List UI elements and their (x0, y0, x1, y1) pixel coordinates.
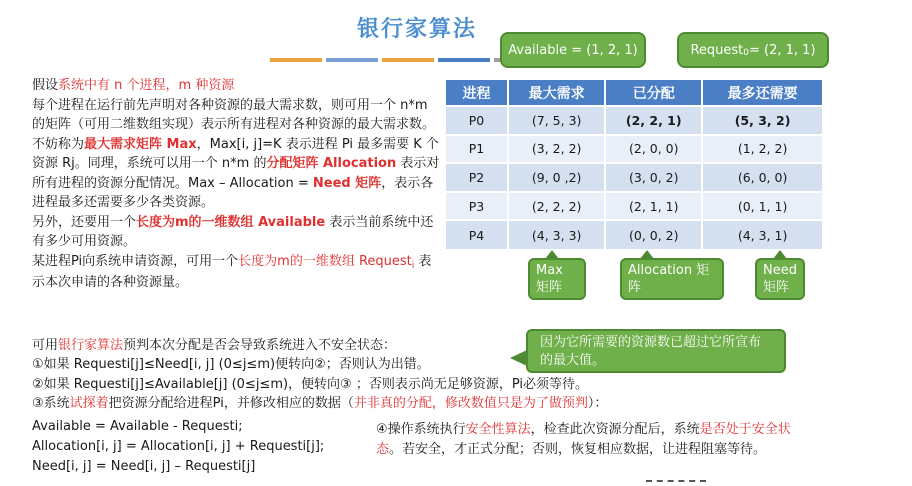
step-highlight: 是否处于安全状态 (376, 422, 791, 457)
para-line-4 (32, 252, 442, 293)
table-cell: (3, 0, 2) (605, 163, 702, 192)
table-header: 进程 (446, 80, 508, 106)
step-text: 。若安全，才正式分配；否则，恢复相应数据，让进程阻塞等待。 (389, 441, 767, 457)
table-cell: (2, 1, 1) (605, 192, 702, 221)
table-cell: P1 (446, 135, 508, 164)
para-text: 每个进程在运行前先声明对各种资源的最大需求数，则可用一个 n*m 的矩阵（可用二维数组实现）表示所有进程对各种资源的最大需求数。不妨称为 (32, 97, 436, 152)
step-highlight: 并非真的分配，修改数值只是为了做预判 (353, 396, 588, 412)
table-cell: (6, 0, 0) (702, 163, 823, 192)
request-subscript: 0 (743, 48, 750, 58)
table-cell: (2, 2, 2) (508, 192, 605, 221)
step-text: ④操作系统执行 (376, 422, 466, 437)
para-text: 表示本次申请的各种资源量。 (32, 253, 432, 290)
request-value: = (2, 1, 1) (749, 42, 816, 58)
step-4 (376, 420, 806, 459)
step-3 (32, 394, 892, 413)
page-title: 银行家算法 (356, 17, 477, 42)
step-text: ）： (587, 396, 608, 412)
need-matrix-tag: Need 矩阵 (755, 258, 805, 300)
table-cell: (5, 3, 2) (702, 106, 823, 135)
table-cell: (4, 3, 3) (508, 220, 605, 249)
table-cell: (7, 5, 3) (508, 106, 605, 135)
decor-strip-4 (438, 58, 490, 62)
para-text: ，Max[i, j]=K 表示进程 Pi 最多需要 K 个资源 Rj。同理，系统可以用一个 n*m 的 (32, 136, 439, 171)
table-cell: (4, 3, 1) (702, 220, 823, 249)
step-2: ②如果 Requesti[j]≤Available[j] (0≤j≤m)，便转向③ ；否则表示尚无足够资源，Pi必须等待。 (32, 376, 589, 392)
para-line-3 (32, 213, 442, 252)
table-cell: (9, 0 ,2) (508, 163, 605, 192)
para-highlight: Need 矩阵 (312, 175, 382, 191)
max-matrix-tag: Max 矩阵 (528, 258, 586, 300)
table-row (446, 192, 823, 221)
para-highlight: 最大需求矩阵 Max (84, 136, 197, 152)
resource-table (446, 80, 824, 249)
table-cell: P2 (446, 163, 508, 192)
algorithm-steps (32, 336, 892, 414)
step-text: ，检查此次资源分配后，系统 (530, 422, 700, 437)
para-text: 表示当前系统中还有多少可用资源。 (32, 214, 434, 249)
table-cell: (2, 2, 1) (605, 106, 702, 135)
para-highlight: 分配矩阵 Allocation (266, 156, 397, 171)
intro-paragraph (32, 76, 442, 293)
para-highlight: 长度为m的一维数组 Available (136, 214, 326, 230)
table-row (446, 163, 823, 192)
para-text: 表示对所有进程的资源分配情况。Max – Allocation = (32, 156, 440, 191)
table-cell: (3, 2, 2) (508, 135, 605, 164)
step-highlight: 银行家算法 (58, 338, 124, 353)
para-text: 另外，还要用一个 (32, 214, 137, 230)
para-highlight: 长度为m的一维数组 Request (238, 253, 412, 269)
steps-intro (32, 336, 892, 355)
table-header-row (446, 80, 823, 106)
step-text: 预判本次分配是否会导致系统进入不安全状态： (123, 338, 397, 353)
step-text: ③系统 (32, 396, 70, 412)
formula-need: Need[i, j] = Need[i, j] – Requesti[j] (32, 459, 256, 474)
formula-available: Available = Available - Requesti; (32, 419, 243, 434)
table-cell: (0, 1, 1) (702, 192, 823, 221)
para-highlight: 系统中有 n 个进程，m 种资源 (58, 78, 235, 93)
table-cell: P0 (446, 106, 508, 135)
table-header: 最大需求 (508, 80, 605, 106)
table-cell: (1, 2, 2) (702, 135, 823, 164)
step-text: 可用 (32, 338, 59, 353)
para-text: ，表示各进程最多还需要多少各类资源。 (32, 175, 434, 210)
step-highlight: 试探着 (69, 396, 109, 412)
formula-allocation: Allocation[i, j] = Allocation[i, j] + Requesti[j]; (32, 439, 325, 454)
error-callout: 因为它所需要的资源数已超过它所宣布的最大值。 (526, 329, 786, 373)
available-text: Available = (1, 2, 1) (508, 42, 638, 58)
table-header: 最多还需要 (702, 80, 823, 106)
table-cell: (0, 0, 2) (605, 220, 702, 249)
table-cell: (2, 0, 0) (605, 135, 702, 164)
request-label: Request (690, 42, 744, 58)
table-cell: P4 (446, 220, 508, 249)
table-cell: P3 (446, 192, 508, 221)
cut-off-fragment (646, 480, 706, 484)
para-line-1 (32, 76, 442, 96)
allocation-matrix-tag: Allocation 矩阵 (620, 258, 724, 300)
table-row (446, 135, 823, 164)
step-1: ①如果 Requesti[j]≤Need[i, j] (0≤j≤m)便转向②；否则认为出错。 (32, 357, 430, 373)
para-text: 假设 (32, 78, 59, 93)
decor-strip-3 (382, 58, 434, 62)
available-bubble (500, 32, 646, 68)
table-row (446, 220, 823, 249)
update-formulas (32, 417, 372, 477)
table-row (446, 106, 823, 135)
step-highlight: 安全性算法 (465, 422, 531, 437)
request-bubble (677, 32, 829, 68)
decor-strip-1 (270, 58, 322, 62)
decor-strip-2 (326, 58, 378, 62)
para-subscript: i (411, 260, 415, 271)
para-text: 某进程Pi向系统申请资源，可用一个 (32, 253, 239, 269)
table-header: 已分配 (605, 80, 702, 106)
step-text: 把资源分配给进程Pi，并修改相应的数据（ (108, 396, 354, 412)
para-line-2 (32, 96, 442, 213)
